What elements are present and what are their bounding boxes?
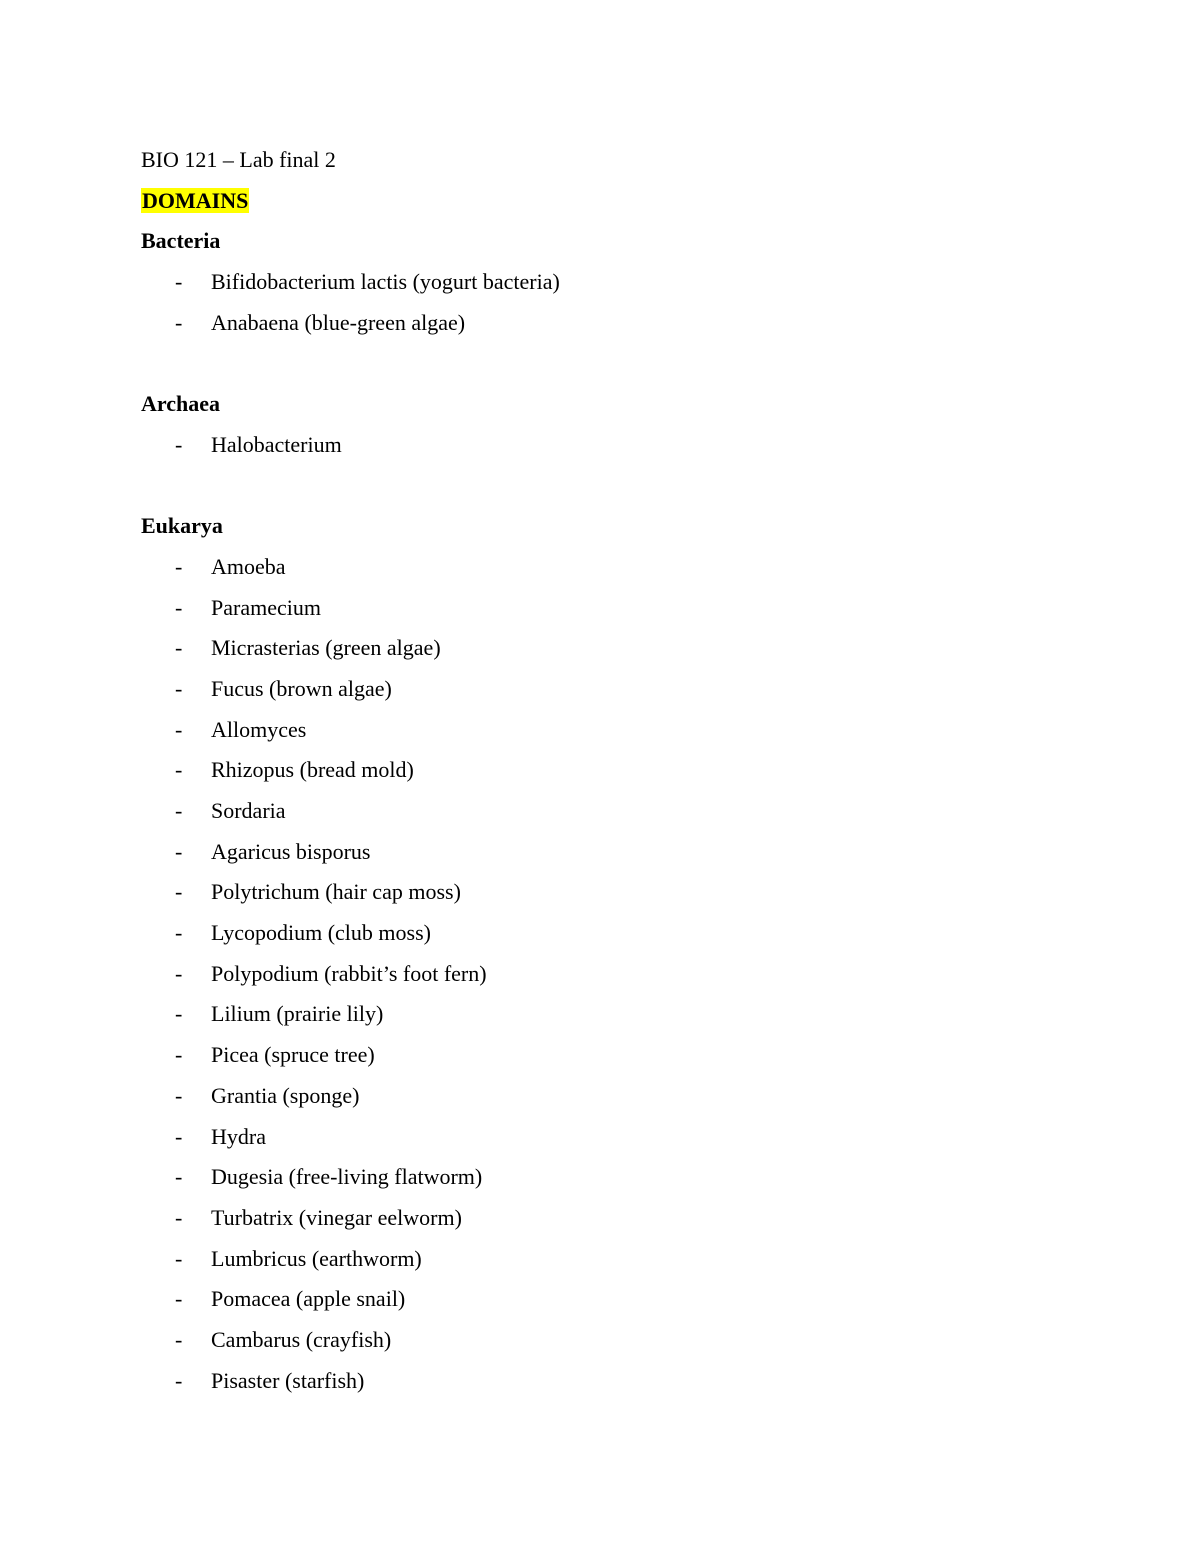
list-item-text: Dugesia (free-living flatworm) [211,1164,483,1190]
list-item-text: Fucus (brown algae) [211,675,392,701]
list-item-text: Turbatrix (vinegar eelworm) [211,1204,462,1230]
domains-heading-row [141,181,1061,222]
list-item [141,832,1061,873]
list-item-text: Halobacterium [211,431,342,457]
bullet-dash: - [175,1326,183,1352]
sections-container [141,221,1061,1401]
list-item-text: Hydra [211,1123,266,1149]
bullet-dash: - [175,1367,183,1393]
bullet-dash: - [175,635,183,661]
list-item [141,1157,1061,1198]
list-item [141,1035,1061,1076]
list-item-text: Picea (spruce tree) [211,1042,375,1068]
list-item-text: Lilium (prairie lily) [211,1001,384,1027]
document-body [141,140,1061,1401]
list-item [141,628,1061,669]
list-item [141,994,1061,1035]
list-item-text: Sordaria [211,798,286,823]
bullet-dash: - [175,431,183,457]
bullet-dash: - [175,757,183,783]
section-spacer [141,343,1061,384]
bullet-dash: - [175,1286,183,1312]
list-item-text: Lumbricus (earthworm) [211,1245,422,1271]
list-item [141,669,1061,710]
bullet-dash: - [175,1001,183,1027]
list-item-text: Allomyces [211,716,307,742]
list-item-text: Grantia (sponge) [211,1082,360,1108]
bullet-dash: - [175,553,183,579]
list-item-text: Paramecium [211,594,321,620]
list-item-text: Pomacea (apple snail) [211,1286,406,1312]
list-item-text: Polypodium (rabbit’s foot fern) [211,960,487,986]
document-title: BIO 121 – Lab final 2 [141,147,336,172]
list-item [141,262,1061,303]
list-item [141,303,1061,344]
list-item-text: Cambarus (crayfish) [211,1326,392,1352]
list-item-text: Bifidobacterium lactis (yogurt bacteria) [211,269,560,295]
list-item-text: Micrasterias (green algae) [211,635,441,661]
bullet-dash: - [175,879,183,905]
bullet-dash: - [175,1204,183,1230]
bullet-dash: - [175,798,183,823]
list-item [141,872,1061,913]
list-item-text: Rhizopus (bread mold) [211,757,414,783]
bullet-dash: - [175,920,183,946]
list-item [141,1198,1061,1239]
list-item [141,791,1061,832]
bullet-dash: - [175,309,183,335]
bullet-dash: - [175,716,183,742]
list-item [141,1361,1061,1402]
list-item-text: Pisaster (starfish) [211,1367,365,1393]
section-heading-eukarya: Eukarya [141,513,223,539]
list-item [141,1076,1061,1117]
bullet-dash: - [175,1123,183,1149]
bullet-dash: - [175,838,183,864]
list-item-text: Amoeba [211,553,286,579]
list-item [141,710,1061,751]
list-item [141,1320,1061,1361]
list-item [141,1279,1061,1320]
section-heading-bacteria: Bacteria [141,228,221,254]
bullet-dash: - [175,960,183,986]
list-item-text: Lycopodium (club moss) [211,920,431,946]
bullet-dash: - [175,675,183,701]
bullet-dash: - [175,1082,183,1108]
list-item [141,1117,1061,1158]
list-item-text: Anabaena (blue-green algae) [211,309,466,335]
domains-heading: DOMAINS [142,187,249,213]
list-item [141,588,1061,629]
bullet-dash: - [175,1042,183,1068]
list-item [141,913,1061,954]
list-item [141,750,1061,791]
bullet-dash: - [175,269,183,295]
list-item [141,425,1061,466]
list-item [141,547,1061,588]
list-item-text: Agaricus bisporus [211,838,371,864]
bullet-dash: - [175,1164,183,1190]
section-spacer [141,466,1061,507]
bullet-dash: - [175,1245,183,1271]
section-heading-archaea: Archaea [141,391,221,417]
list-item [141,1239,1061,1280]
bullet-dash: - [175,594,183,620]
list-item [141,954,1061,995]
list-item-text: Polytrichum (hair cap moss) [211,879,461,905]
